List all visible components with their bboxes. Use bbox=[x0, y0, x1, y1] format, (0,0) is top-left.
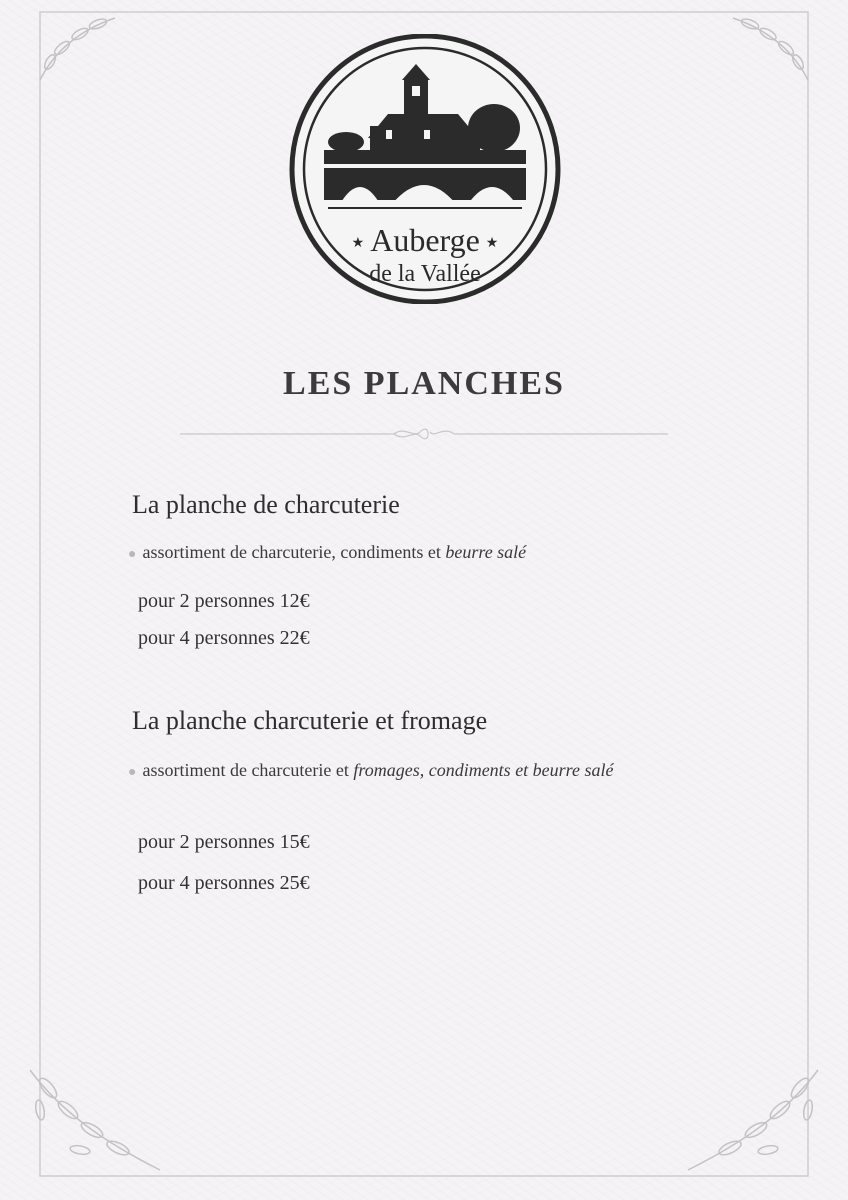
leaf-ornament-top-left-icon bbox=[40, 17, 115, 80]
logo-name-line2: de la Vallée bbox=[369, 261, 481, 287]
restaurant-logo bbox=[288, 34, 562, 304]
logo-name bbox=[288, 224, 562, 256]
bullet-icon: ● bbox=[128, 765, 137, 780]
description-italic: beurre salé bbox=[445, 542, 527, 562]
price-line: pour 2 personnes 12€ bbox=[138, 590, 310, 612]
leaf-ornament-bottom-left-icon bbox=[30, 1070, 160, 1170]
description-italic: fromages, condiments et beurre salé bbox=[353, 760, 614, 780]
price-line: pour 4 personnes 25€ bbox=[138, 872, 310, 894]
page-title: LES PLANCHES bbox=[283, 365, 565, 402]
star-icon: ★ bbox=[485, 235, 499, 251]
section-description-charcuterie-fromage bbox=[128, 756, 668, 787]
star-icon: ★ bbox=[351, 235, 365, 251]
leaf-ornament-top-right-icon bbox=[733, 17, 808, 80]
logo-name-line1: Auberge bbox=[370, 222, 480, 258]
price-line: pour 4 personnes 22€ bbox=[138, 627, 310, 649]
ornamental-divider-icon bbox=[180, 424, 668, 444]
bullet-icon: ● bbox=[128, 547, 137, 562]
description-text: assortiment de charcuterie et bbox=[142, 760, 354, 780]
price-line: pour 2 personnes 15€ bbox=[138, 831, 310, 853]
leaf-ornament-bottom-right-icon bbox=[688, 1070, 818, 1170]
description-text: assortiment de charcuterie, condiments et bbox=[142, 542, 446, 562]
section-title-charcuterie: La planche de charcuterie bbox=[132, 490, 400, 519]
section-description-charcuterie bbox=[128, 538, 688, 569]
section-title-charcuterie-fromage: La planche charcuterie et fromage bbox=[132, 706, 488, 735]
